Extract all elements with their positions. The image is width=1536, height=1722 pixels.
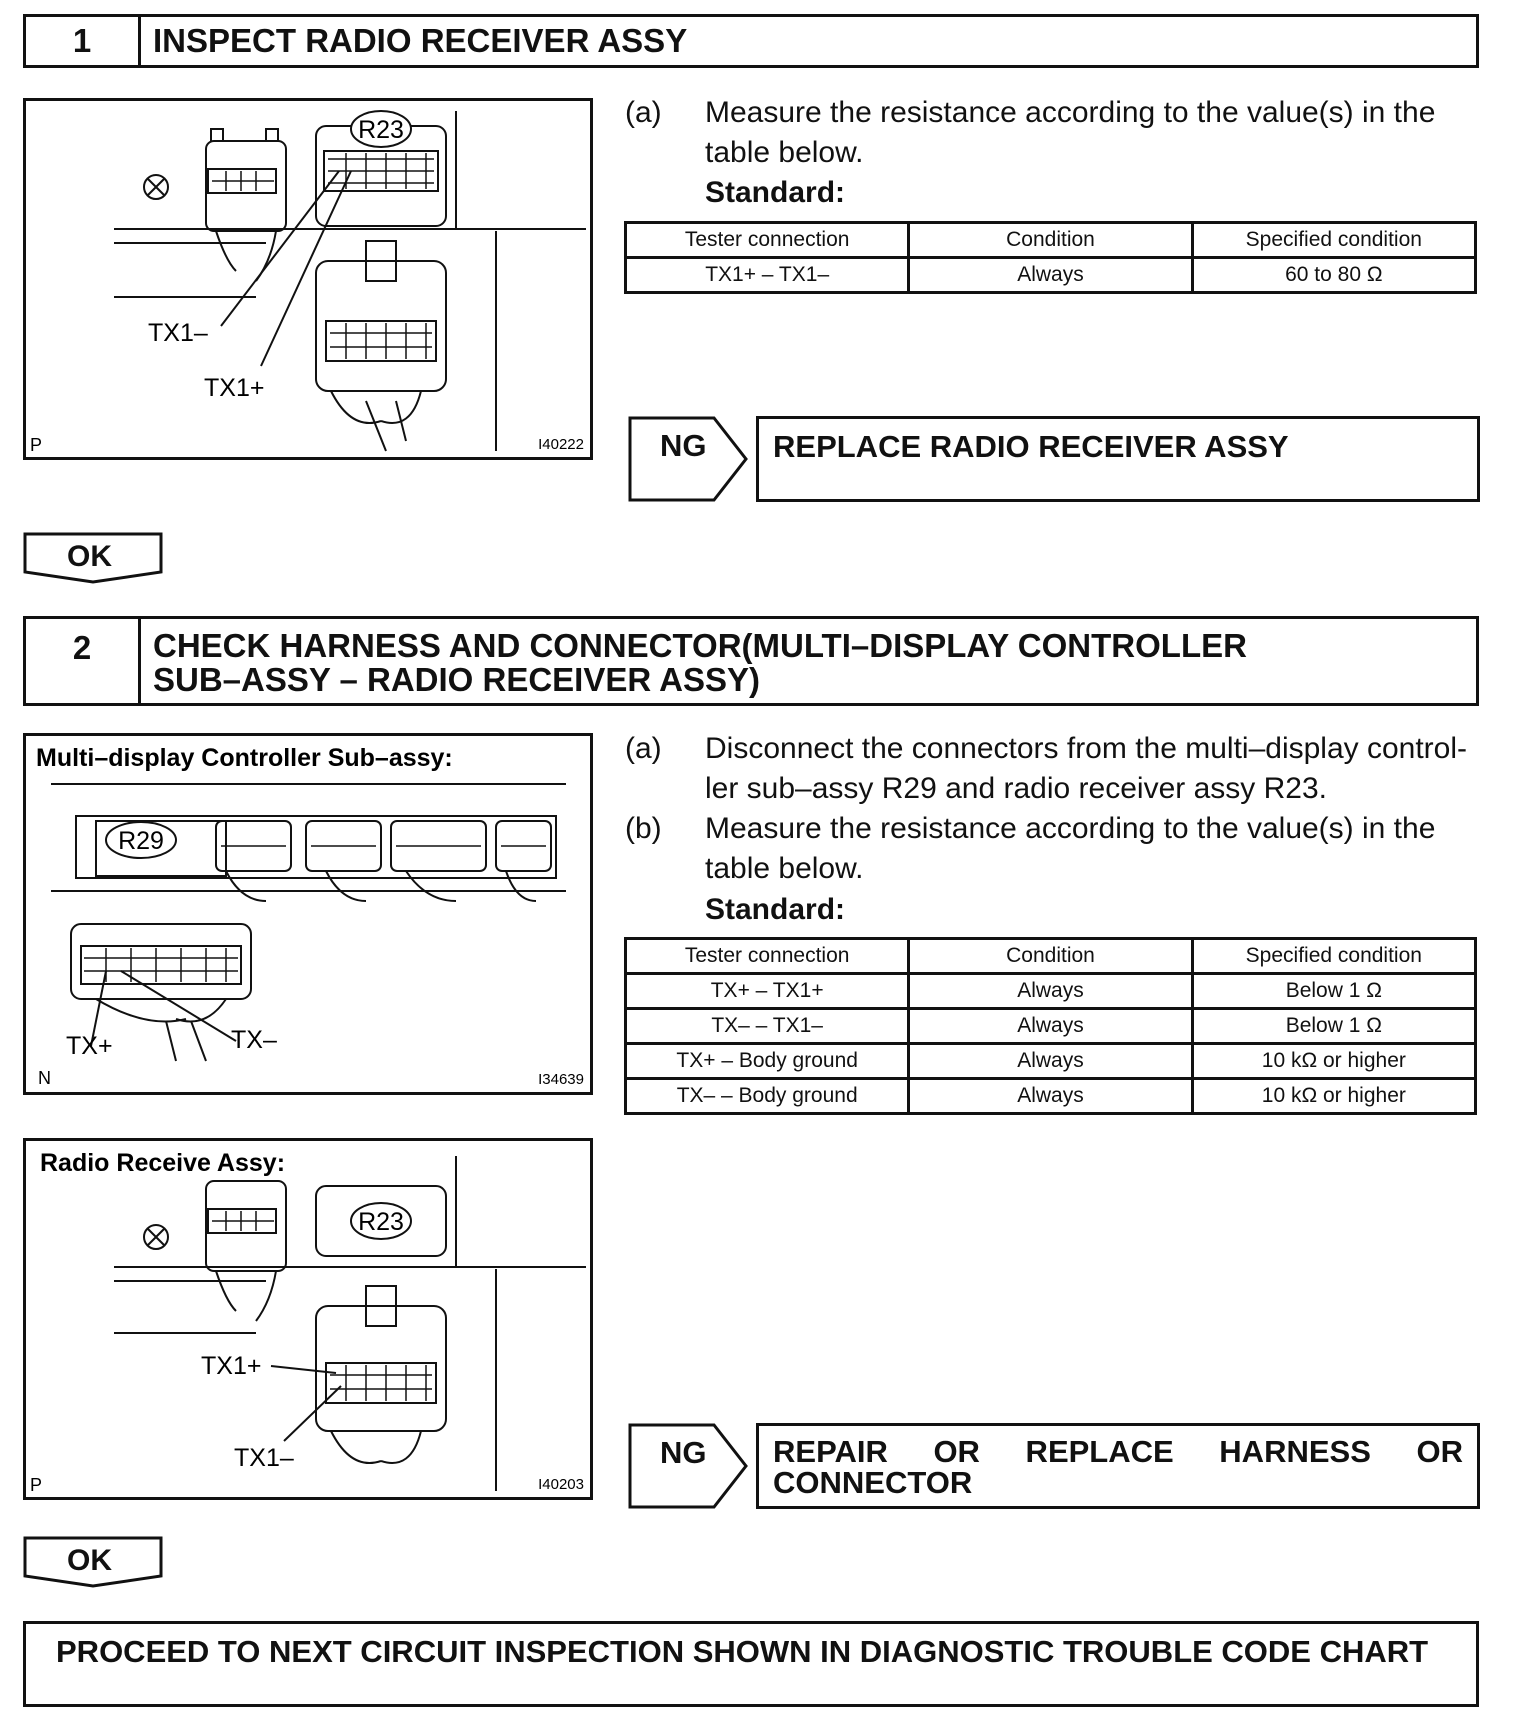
table-cell: TX+ – Body ground <box>626 1044 909 1079</box>
table-cell: Always <box>909 1079 1192 1114</box>
table-cell: TX– – Body ground <box>626 1079 909 1114</box>
step-1-ng-arrow <box>628 416 748 502</box>
table-cell: TX+ – TX1+ <box>626 974 909 1009</box>
multi-display-connector-diagram <box>26 736 590 1092</box>
instruction-text: Measure the resistance according to the value(s) in the table below. <box>705 96 1436 169</box>
step-2-title-line-2: SUB–ASSY – RADIO RECEIVER ASSY) <box>153 661 760 698</box>
table-row <box>626 974 1476 1009</box>
step-1-ng-action-box <box>756 416 1480 502</box>
table-cell: 10 kΩ or higher <box>1192 1079 1475 1114</box>
instruction-text <box>705 729 1480 809</box>
figure-pin-label-tx-plus: TX+ <box>66 1032 113 1060</box>
table-cell: Always <box>909 1009 1192 1044</box>
figure-corner-mark: P <box>30 1475 43 1495</box>
ng-label: NG <box>660 1435 707 1470</box>
table-cell: Always <box>909 974 1192 1009</box>
figure-pin-label-tx1-minus: TX1– <box>148 319 208 347</box>
figure-connector-label: R23 <box>358 116 404 144</box>
ng-action-line-1: REPAIR OR REPLACE HARNESS OR <box>773 1434 1463 1469</box>
figure-code: I40203 <box>538 1476 584 1493</box>
table-cell: TX1+ – TX1– <box>626 258 909 293</box>
step-1-title: INSPECT RADIO RECEIVER ASSY <box>153 22 688 59</box>
ng-label: NG <box>660 428 707 463</box>
final-instruction-box <box>23 1621 1479 1707</box>
instruction-text <box>705 809 1480 889</box>
step-1-instruction <box>625 93 1480 173</box>
final-instruction-text: PROCEED TO NEXT CIRCUIT INSPECTION SHOWN IN DIAGNOSTIC TROUBLE CODE CHART <box>56 1634 1429 1669</box>
table-cell: Below 1 Ω <box>1192 974 1475 1009</box>
table-row <box>626 258 1476 293</box>
figure-pin-label-tx1-minus: TX1– <box>234 1444 294 1472</box>
ng-action-line-2: CONNECTOR <box>773 1465 973 1500</box>
ok-label: OK <box>67 540 112 573</box>
figure-code: I34639 <box>538 1071 584 1088</box>
step-2-standard-label: Standard: <box>705 893 846 926</box>
instruction-label: (a) <box>625 732 662 765</box>
figure-corner-mark: N <box>38 1068 51 1088</box>
step-1-ok-marker <box>23 532 163 584</box>
figure-connector-label: R29 <box>118 827 164 855</box>
step-1-number: 1 <box>26 17 141 65</box>
table-row <box>626 1009 1476 1044</box>
step-2-ng-action-box <box>756 1423 1480 1509</box>
figure-code: I40222 <box>538 436 584 453</box>
step-2-instruction-a <box>625 729 1480 809</box>
step-2-figure-multi-display <box>23 733 593 1095</box>
table-cell: 60 to 80 Ω <box>1192 258 1475 293</box>
figure-pin-label-tx-minus: TX– <box>231 1026 277 1054</box>
table-row <box>626 1044 1476 1079</box>
step-2-figure-radio-receive <box>23 1138 593 1500</box>
ok-label: OK <box>67 1544 112 1577</box>
instruction-line: table below. <box>705 852 864 885</box>
table-cell: Always <box>909 1044 1192 1079</box>
step-2-header <box>23 616 1479 706</box>
radio-receive-connector-diagram <box>26 1141 590 1497</box>
step-2-ng-arrow <box>628 1423 748 1509</box>
instruction-label: (a) <box>625 96 662 129</box>
table-header: Specified condition <box>1192 223 1475 258</box>
step-2-instruction-b <box>625 809 1480 889</box>
table-cell: TX– – TX1– <box>626 1009 909 1044</box>
step-2-spec-table <box>624 937 1477 1115</box>
step-2-title <box>141 619 1247 703</box>
table-header: Tester connection <box>626 939 909 974</box>
step-1-standard-label: Standard: <box>705 176 846 209</box>
table-header: Condition <box>909 223 1192 258</box>
step-1-figure <box>23 98 593 460</box>
step-1-header <box>23 14 1479 68</box>
table-header: Condition <box>909 939 1192 974</box>
step-2-number: 2 <box>26 619 141 703</box>
instruction-label: (b) <box>625 812 662 845</box>
figure-title: Radio Receive Assy: <box>40 1149 286 1177</box>
instruction-line: Measure the resistance according to the value(s) in the <box>705 812 1436 845</box>
figure-connector-label: R23 <box>358 1208 404 1236</box>
step-1-spec-table <box>624 221 1477 294</box>
instruction-line: ler sub–assy R29 and radio receiver assy R23. <box>705 772 1327 805</box>
table-header: Tester connection <box>626 223 909 258</box>
table-cell: 10 kΩ or higher <box>1192 1044 1475 1079</box>
instruction-line: Disconnect the connectors from the multi–display control- <box>705 732 1468 765</box>
figure-pin-label-tx1-plus: TX1+ <box>201 1352 262 1380</box>
step-2-title-line-1: CHECK HARNESS AND CONNECTOR(MULTI–DISPLAY CONTROLLER <box>153 627 1247 664</box>
radio-receiver-connector-diagram <box>26 101 590 457</box>
table-cell: Always <box>909 258 1192 293</box>
figure-pin-label-tx1-plus: TX1+ <box>204 374 265 402</box>
table-header: Specified condition <box>1192 939 1475 974</box>
table-row <box>626 1079 1476 1114</box>
figure-title: Multi–display Controller Sub–assy: <box>36 744 453 772</box>
step-2-ok-marker <box>23 1536 163 1588</box>
figure-corner-mark: P <box>30 435 43 455</box>
ng-action-text <box>773 1436 1463 1498</box>
table-cell: Below 1 Ω <box>1192 1009 1475 1044</box>
ng-action-text: REPLACE RADIO RECEIVER ASSY <box>773 429 1289 464</box>
